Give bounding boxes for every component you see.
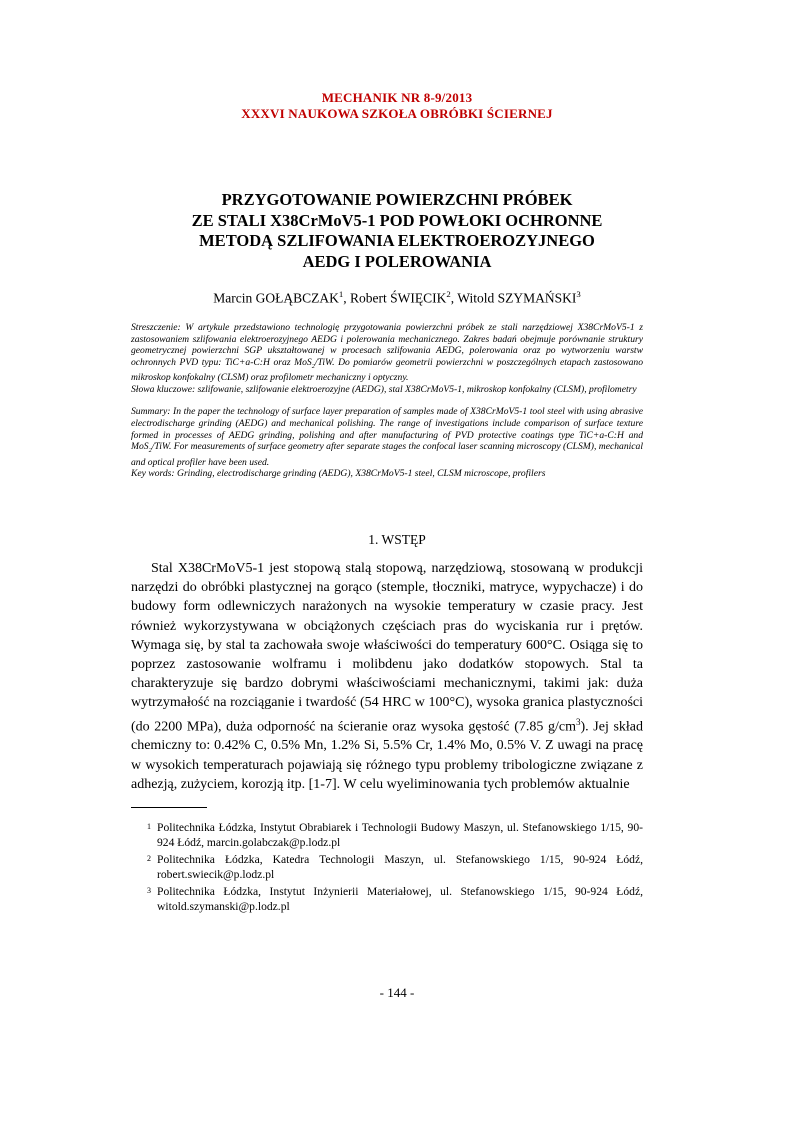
author-list xyxy=(120,289,674,307)
title-line: ZE STALI X38CrMoV5-1 POD POWŁOKI OCHRONNE xyxy=(191,210,603,230)
abstract-block xyxy=(131,322,643,480)
section-heading: 1. WSTĘP xyxy=(368,532,426,547)
footnote: 3 Politechnika Łódzka, Instytut Inżynierii Materiałowej, ul. Stefanowskiego 1/15, 90-924 Łódź, witold.szymanski@p.lodz.pl xyxy=(147,885,643,913)
slowa-kluczowe: Słowa kluczowe: szlifowanie, szlifowanie elektroerozyjne (AEDG), stal X38CrMoV5-1, mikroskop konfokalny (CLSM), profilometry xyxy=(131,383,637,395)
author-separator: , xyxy=(450,290,458,306)
author-affiliation-mark: 1 xyxy=(338,289,344,299)
author-affiliation-mark: 3 xyxy=(576,289,581,299)
author-name: Robert ŚWIĘCIK xyxy=(350,290,447,306)
author-name: Marcin GOŁĄBCZAK xyxy=(213,290,339,306)
streszczenie: Streszczenie: W artykule przedstawiono technologię przygotowania powierzchni próbek ze stali narzędziowej X38CrMoV5-1 z zastosowaniem szlifowania elektroerozyjnego AEDG i polerowania mechanicznego. Zakres badań obejmuje porównanie struktury geometrycznej powierzchni SGP ukształtowanej w procesach szlifowania AEDG, polerowania oraz po wytworzeniu warstw ochronnych PVD typu: TiC+a-C:H oraz MoS$_2$/TiW. Do pomiarów geometrii powierzchni w poszczególnych etapach zastosowano mikroskop konfokalny (CLSM) oraz profilometr mechaniczny i optyczny. xyxy=(131,322,643,384)
body-paragraph: Stal X38CrMoV5-1 jest stopową stalą stopową, narzędziową, stosowaną w produkcji narzędzi do obróbki plastycznej na gorąco (stemple, tłoczniki, matryce, wypychacze) i do budowy form odlewniczych narażonych na wysokie temperatury w czasie pracy. Jest również wykorzystywana w obciążonych częściach pras do wyciskania rur i prętów. Wymaga się, by stal ta zachowała swoje właściwości do temperatury 600°C. Osiąga się to poprzez zastosowanie wolframu i molibdenu jako dodatków stopowych. Stal ta charakteryzuje się bardzo dobrymi właściwościami mechanicznymi, takimi jak: duża wytrzymałość na rozciąganie i twardość (54 HRC w 100°C), wysoka granica plastyczności (do 2200 MPa), duża odporność na ścieranie oraz wysoka gęstość (7.85 $g/cm^3$). Jej skład chemiczny to: 0.42% C, 0.5% Mn, 1.2% Si, 5.5% Cr, 1.4% Mo, 0.5% V. Z uwagi na pracę w wysokich temperaturach pojawiają się różnego typu problemy tribologiczne związane z adhezją, zużyciem, korozją itp. [1-7]. W celu wyeliminowania tych problemów aktualnie xyxy=(131,561,644,792)
body-text xyxy=(131,559,643,794)
author-affiliation-mark: 2 xyxy=(446,289,451,299)
title-line: AEDG I POLEROWANIA xyxy=(302,251,492,271)
author-name: Witold SZYMAŃSKI xyxy=(457,290,577,306)
title-line: METODĄ SZLIFOWANIA ELEKTROEROZYJNEGO xyxy=(199,231,595,250)
footnote-separator xyxy=(131,807,207,808)
journal-header: MECHANIK NR 8-9/2013 xyxy=(321,90,473,105)
summary: Summary: In the paper the technology of surface layer preparation of samples made of X38CrMoV5-1 tool steel with using abrasive electrodischarge grinding (AEDG) and mechanical polishing. The range of investigations include comparison of surface texture formed in processes of AEDG grinding, polishing and after manufacturing of PVD protective coatings type TiC+a-C:H and MoS$_2$/TiW. For measurements of surface geometry after separate stages the confocal laser scanning microscopy (CLSM), mechanical and optical profiler have been used. xyxy=(131,406,643,468)
author-separator: , xyxy=(343,290,350,306)
footnote: 2 Politechnika Łódzka, Katedra Technologii Maszyn, ul. Stefanowskiego 1/15, 90-924 Łódź, robert.swiecik@p.lodz.pl xyxy=(147,853,643,881)
paper-title xyxy=(120,190,674,272)
school-header: XXXVI NAUKOWA SZKOŁA OBRÓBKI ŚCIERNEJ xyxy=(241,106,553,121)
title-line: PRZYGOTOWANIE POWIERZCHNI PRÓBEK xyxy=(221,190,573,209)
footnotes xyxy=(131,820,643,916)
key-words: Key words: Grinding, electrodischarge grinding (AEDG), X38CrMoV5-1 steel, CLSM microscope, profilers xyxy=(131,468,546,480)
page-number: - 144 - xyxy=(379,985,415,1000)
footnote: 1 Politechnika Łódzka, Instytut Obrabiarek i Technologii Budowy Maszyn, ul. Stefanowskiego 1/15, 90-924 Łódź, marcin.golabczak@p.lodz.pl xyxy=(147,821,643,849)
